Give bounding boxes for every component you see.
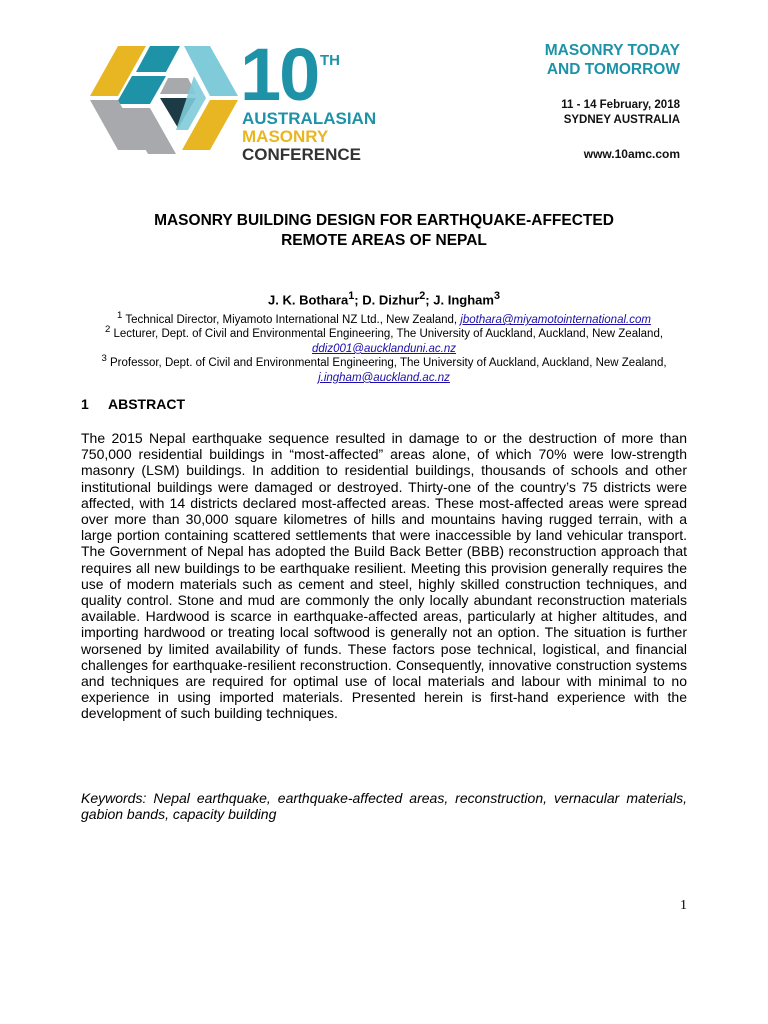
tagline-line-2: AND TOMORROW — [546, 61, 680, 78]
email-link[interactable]: ddiz001@aucklanduni.ac.nz — [311, 342, 457, 355]
section-heading — [81, 396, 185, 412]
affiliation-marker: 2 — [104, 324, 111, 335]
conference-logo — [88, 33, 418, 168]
affiliation-marker: 1 — [117, 310, 123, 321]
title-line-2: REMOTE AREAS OF NEPAL — [281, 232, 487, 249]
abstract-paragraph: The 2015 Nepal earthquake sequence resulted in damage to or the destruction of more than 750,000 residential buildings in “most-affected” areas alone, of which 70% were low-strength masonry (LSM) buildings. In addition to residential buildings, thousands of schools and other institutional buildings were damaged or destroyed. Thirty-one of the country’s 75 districts were affected, with 14 districts declared most-affected areas. These most-affected areas were spread over more than 30,000 square kilometres of hills and mountains having rugged terrain, with a large portion containing scattered settlements that were inaccessible by land vehicular transport. The Government of Nepal has adopted the Build Back Better (BBB) reconstruction approach that requires all new buildings to be earthquake resilient. Meeting this provision generally requires the use of modern materials such as cement and steel, highly skilled construction techniques, and quality control. Stone and mud are commonly the only locally abundant reconstruction materials available. Hardwood is scarce in earthquake-affected areas, particularly at higher altitudes, and importing hardwood or treating local softwood is generally not an option. The situation is further worsened by limited availability of funds. These factors pose technical, logistical, and financial challenges for earthquake-resilient reconstruction. Consequently, innovative construction systems and techniques are required for optimal use of local materials and labour with minimal to no experience in using imported materials. Presented herein is first-hand experience with the development of such building techniques. — [81, 430, 687, 722]
email-link[interactable]: jbothara@miyamotointernational.com — [460, 313, 651, 326]
section-title: ABSTRACT — [108, 396, 185, 412]
conference-dates — [545, 98, 680, 128]
author-affiliation-marker: 1 — [348, 290, 355, 302]
logo-line-australasian: AUSTRALASIAN — [242, 109, 377, 128]
affiliation-marker: 3 — [101, 353, 107, 364]
author-name: J. K. Bothara — [268, 292, 349, 308]
author-list: J. K. Bothara$^1$; D. Dizhur$^2$; J. Ingham$^3$ — [268, 290, 500, 308]
email-link[interactable]: j.ingham@auckland.ac.nz — [318, 371, 450, 384]
author-name: D. Dizhur — [362, 292, 420, 308]
conference-tagline — [545, 41, 680, 79]
logo-line-masonry: MASONRY — [242, 127, 329, 146]
location-text: SYDNEY AUSTRALIA — [563, 114, 680, 126]
author-affiliation-marker: 3 — [493, 290, 500, 302]
page-number: 1 — [680, 898, 687, 913]
logo-number: 10 — [240, 33, 319, 116]
dates-text: 11 - 14 February, 2018 — [561, 99, 680, 111]
affiliation-text: Professor, Dept. of Civil and Environmental Engineering, The University of Auckland, Auckland, New Zealand, — [109, 356, 667, 369]
tagline-line-1: MASONRY TODAY — [544, 42, 680, 59]
paper-title — [80, 211, 688, 251]
conference-website[interactable]: www.10amc.com — [583, 147, 680, 161]
affiliation-text: Technical Director, Miyamoto International NZ Ltd., New Zealand, — [125, 313, 461, 326]
keywords-paragraph: Keywords: Nepal earthquake, earthquake-affected areas, reconstruction, vernacular materials, gabion bands, capacity building — [81, 790, 687, 823]
logo-line-conference: CONFERENCE — [242, 145, 362, 164]
author-name: J. Ingham — [433, 292, 494, 308]
affiliation-text: Lecturer, Dept. of Civil and Environmental Engineering, The University of Auckland, Auckland, New Zealand, — [113, 327, 664, 340]
author-affiliation-marker: 2 — [419, 290, 426, 302]
conference-header-info — [545, 41, 680, 161]
logo-superscript: TH — [320, 52, 340, 69]
affiliation-3 — [80, 351, 688, 386]
logo-emblem-icon — [88, 38, 238, 164]
title-line-1: MASONRY BUILDING DESIGN FOR EARTHQUAKE-AFFECTED — [154, 212, 614, 229]
section-number: 1 — [81, 396, 89, 412]
